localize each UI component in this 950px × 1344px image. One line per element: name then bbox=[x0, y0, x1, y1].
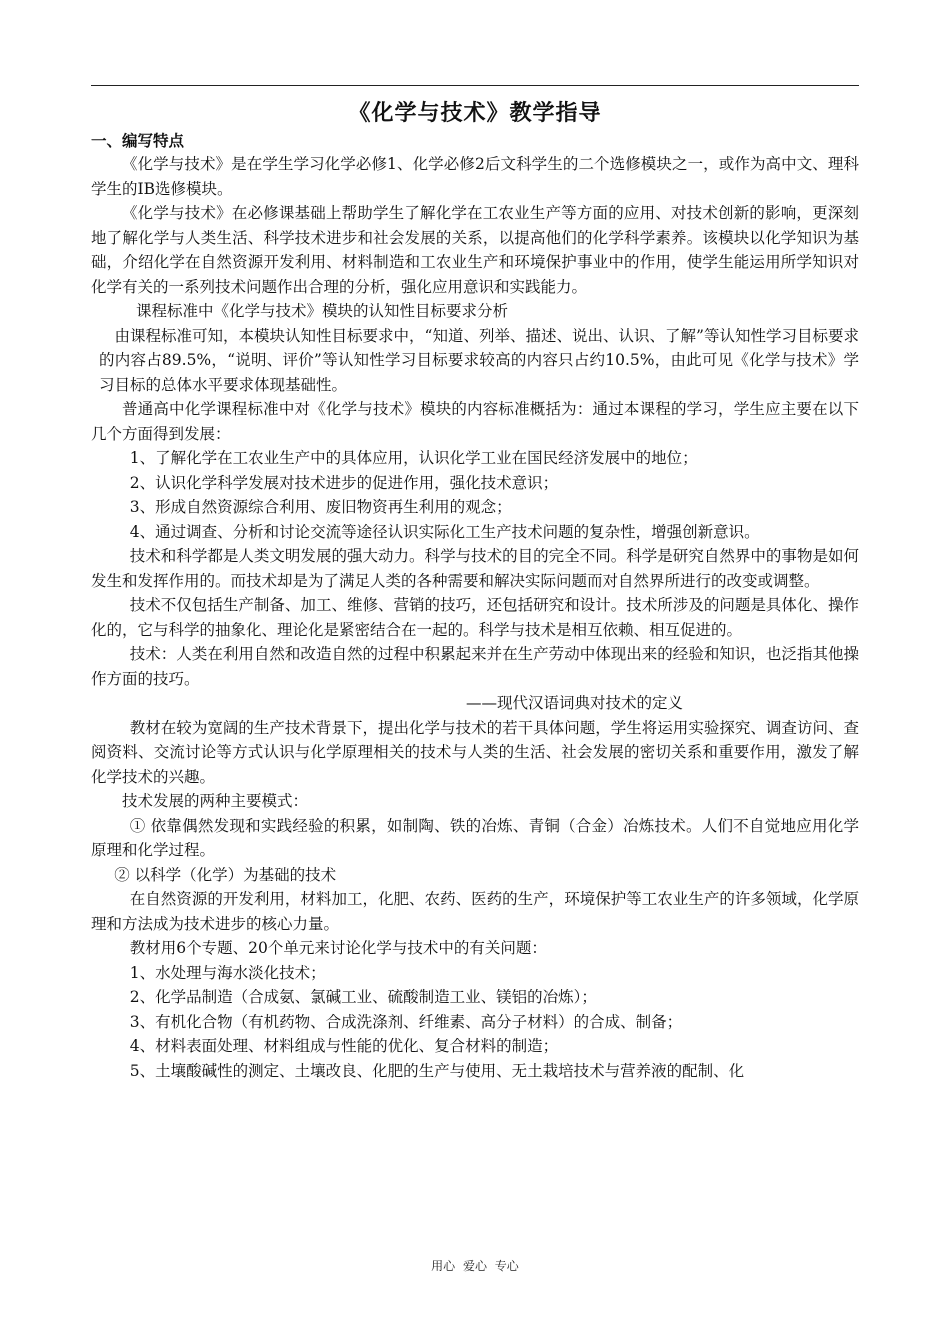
section-heading: 一、编写特点 bbox=[91, 132, 185, 150]
list-item: 3、形成自然资源综合利用、废旧物资再生利用的观念； bbox=[129, 498, 512, 516]
paragraph: 教材在较为宽阔的生产技术背景下，提出化学与技术的若干具体问题，学生将运用实验探究、调查访问、查阅资料、交流讨论等方式认识与化学原理相关的技术与人类的生活、社会发展的密切关系和重要作用，激发了解化学技术的兴趣。 bbox=[91, 718, 859, 786]
paragraph: 《化学与技术》在必修课基础上帮助学生了解化学在工农业生产等方面的应用、对技术创新的影响，更深刻地了解化学与人类生活、科学技术进步和社会发展的关系，以提高他们的化学科学素养。该模块以化学知识为基础，介绍化学在自然资源开发利用、材料制造和工农业生产和环境保护事业中的作用，使学生能运用所学知识对化学有关的一系列技术问题作出合理的分析，强化应用意识和实践能力。 bbox=[91, 204, 859, 296]
paragraph: 技术：人类在利用自然和改造自然的过程中积累起来并在生产劳动中体现出来的经验和知识，也泛指其他操作方面的技巧。 bbox=[91, 645, 859, 688]
list-item: 5、土壤酸碱性的测定、土壤改良、化肥的生产与使用、无土栽培技术与营养液的配制、化 bbox=[129, 1061, 745, 1080]
document-title: 《化学与技术》教学指导 bbox=[348, 100, 602, 126]
list-item: 1、了解化学在工农业生产中的具体应用，认识化学工业在国民经济发展中的地位； bbox=[129, 449, 698, 467]
list-item: 2、认识化学科学发展对技术进步的促进作用，强化技术意识； bbox=[129, 473, 559, 492]
quote-attribution: ——现代汉语词典对技术的定义 bbox=[465, 694, 683, 712]
paragraph: 技术不仅包括生产制备、加工、维修、营销的技巧，还包括研究和设计。技术所涉及的问题是具体化、操作化的，它与科学的抽象化、理论化是紧密结合在一起的。科学与技术是相互依赖、相互促进的。 bbox=[91, 596, 859, 639]
header-rule bbox=[91, 85, 859, 86]
list-item: ① 依靠偶然发现和实践经验的积累，如制陶、铁的冶炼、青铜（合金）冶炼技术。人们不自觉地应用化学原理和化学过程。 bbox=[91, 816, 859, 859]
page-footer: 用心 爱心 专心 bbox=[431, 1259, 519, 1273]
subheading: 课程标准中《化学与技术》模块的认知性目标要求分析 bbox=[136, 302, 509, 320]
list-item: 4、通过调查、分析和讨论交流等途径认识实际化工生产技术问题的复杂性，增强创新意识。 bbox=[129, 522, 760, 541]
paragraph: 技术发展的两种主要模式： bbox=[122, 792, 309, 810]
paragraph: 《化学与技术》是在学生学习化学必修1、化学必修2后文科学生的二个选修模块之一，或作为高中文、理科学生的ⅠB选修模块。 bbox=[91, 155, 859, 198]
list-item: 4、材料表面处理、材料组成与性能的优化、复合材料的制造； bbox=[129, 1037, 559, 1055]
paragraph: 技术和科学都是人类文明发展的强大动力。科学与技术的目的完全不同。科学是研究自然界中的事物是如何发生和发挥作用的。而技术却是为了满足人类的各种需要和解决实际问题而对自然界所进行的改变或调整。 bbox=[91, 547, 859, 590]
paragraph: 教材用6个专题、20个单元来讨论化学与技术中的有关问题： bbox=[129, 939, 547, 957]
list-item: ② 以科学（化学）为基础的技术 bbox=[114, 865, 337, 884]
list-item: 2、化学品制造（合成氨、氯碱工业、硫酸制造工业、镁铝的冶炼）； bbox=[129, 988, 597, 1006]
paragraph: 由课程标准可知，本模块认知性目标要求中，“知道、列举、描述、说出、认识、了解”等认知性学习目标要求的内容占89.5%，“说明、评价”等认知性学习目标要求较高的内容只占约10.5%，由此可见《化学与技术》学习目标的总体水平要求体现基础性。 bbox=[99, 326, 859, 394]
document-body bbox=[91, 96, 859, 1083]
paragraph: 普通高中化学课程标准中对《化学与技术》模块的内容标准概括为：通过本课程的学习，学生应主要在以下几个方面得到发展： bbox=[91, 400, 859, 443]
list-item: 3、有机化合物（有机药物、合成洗涤剂、纤维素、高分子材料）的合成、制备； bbox=[129, 1012, 683, 1031]
paragraph: 在自然资源的开发利用，材料加工，化肥、农药、医药的生产，环境保护等工农业生产的许多领域，化学原理和方法成为技术进步的核心力量。 bbox=[91, 890, 859, 933]
list-item: 1、水处理与海水淡化技术； bbox=[129, 963, 326, 982]
